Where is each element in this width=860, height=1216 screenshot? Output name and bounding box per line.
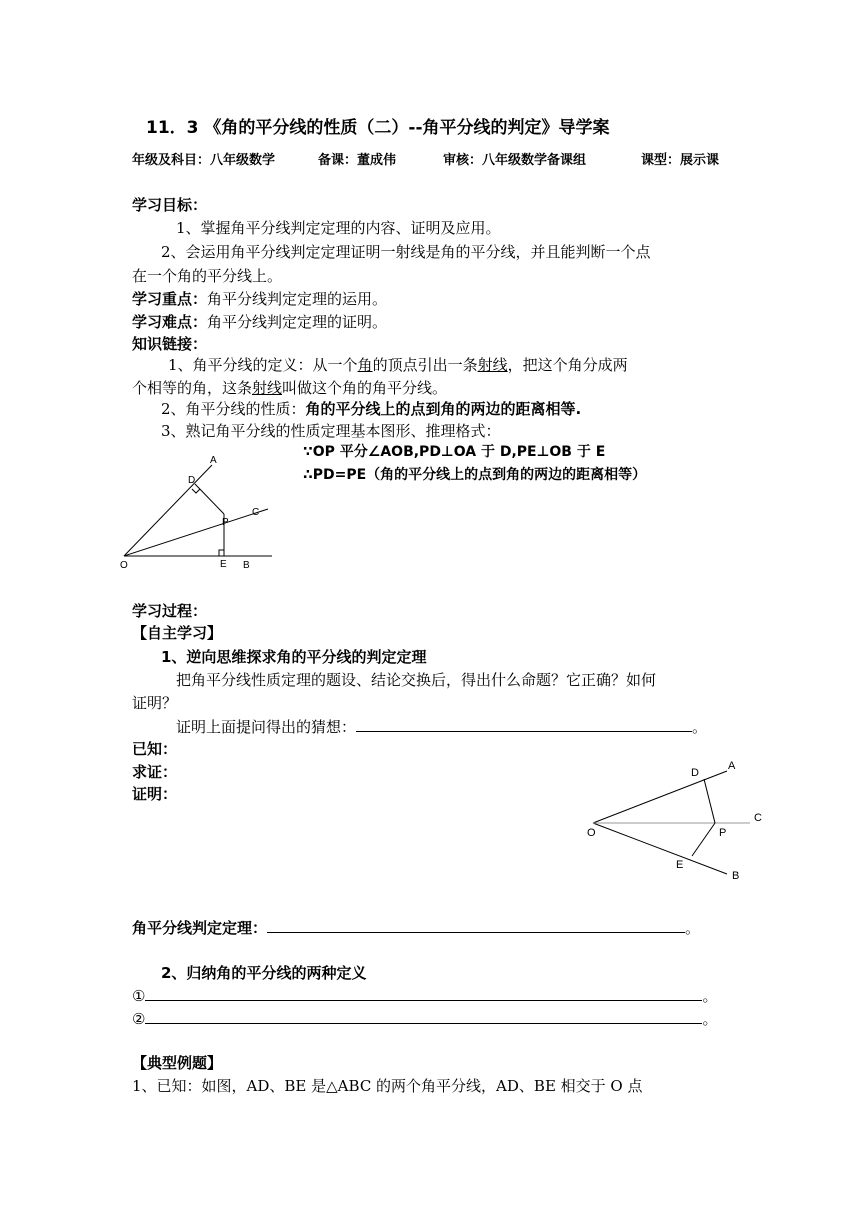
- fig2-label-D: D: [691, 767, 699, 779]
- fig2-label-O: O: [587, 827, 596, 839]
- goal-item-2-line1: 2、会运用角平分线判定定理证明一射线是角的平分线，并且能判断一个点: [161, 243, 651, 261]
- section-2-title: 2、归纳角的平分线的两种定义: [161, 964, 367, 982]
- definition-line-1: 1、角平分线的定义：从一个角的顶点引出一条射线，把这个角分成两: [168, 356, 628, 374]
- section-1-question-line2: 证明？: [132, 694, 178, 712]
- fig2-label-E: E: [676, 859, 684, 871]
- fig1-label-P: P: [222, 517, 229, 528]
- because-statement: ∵OP 平分∠AOB,PD⊥OA 于 D,PE⊥OB 于 E: [303, 444, 606, 460]
- goal-item-2-line2: 在一个角的平分线上。: [132, 267, 283, 285]
- key-point-text: 角平分线判定定理的运用。: [207, 290, 388, 308]
- known-label: 已知：: [132, 740, 178, 758]
- self-study-heading: 【自主学习】: [132, 624, 223, 642]
- knowledge-heading: 知识链接：: [132, 335, 208, 353]
- key-point: [132, 289, 387, 309]
- definition-blank-2[interactable]: [145, 1009, 702, 1024]
- section-1-title: 1、逆向思维探求角的平分线的判定定理: [161, 648, 427, 666]
- fig1-label-A: A: [210, 455, 217, 466]
- definition-blank-1-line: ① 。: [132, 987, 718, 1005]
- example-1: 1、已知：如图，AD、BE 是△ABC 的两个角平分线，AD、BE 相交于 O 点: [132, 1077, 643, 1095]
- examples-heading: 【典型例题】: [132, 1054, 223, 1072]
- process-heading: 学习过程：: [132, 602, 208, 620]
- angle-bisector-figure-2: [570, 755, 770, 885]
- theorem-line: 角平分线判定定理： 。: [132, 919, 701, 937]
- fig1-label-D: D: [188, 475, 196, 486]
- difficulty-label: 学习难点：: [132, 313, 208, 331]
- prove-label: 求证：: [132, 763, 178, 781]
- goal-item-1: 1、掌握角平分线判定定理的内容、证明及应用。: [176, 219, 501, 237]
- property-line: 2、角平分线的性质：角的平分线上的点到角的两边的距离相等.: [161, 400, 582, 418]
- definition-blank-2-line: ② 。: [132, 1010, 718, 1028]
- fig2-label-A: A: [728, 760, 736, 772]
- goals-heading: 学习目标：: [132, 196, 208, 214]
- key-point-label: 学习重点：: [132, 290, 208, 308]
- reviewed-by: 审核：八年级数学备课组: [443, 153, 587, 168]
- basic-figure-line: 3、熟记角平分线的性质定理基本图形、推理格式：: [161, 422, 501, 440]
- lesson-type: 课型：展示课: [641, 153, 720, 168]
- fig2-label-P: P: [719, 827, 727, 839]
- proof-label: 证明：: [132, 785, 178, 803]
- conjecture-line: 证明上面提问得出的猜想： 。: [176, 718, 708, 736]
- difficulty: [132, 312, 387, 332]
- angle-bisector-figure-1: [110, 448, 290, 573]
- difficulty-text: 角平分线判定定理的证明。: [207, 313, 388, 331]
- fig1-label-C: C: [252, 507, 260, 518]
- definition-blank-1[interactable]: [145, 986, 702, 1001]
- definition-line-2: 个相等的角，这条射线叫做这个角的角平分线。: [132, 379, 448, 397]
- prepared-by: 备课：董成伟: [318, 153, 397, 168]
- therefore-statement: ∴PD=PE（角的平分线上的点到角的两边的距离相等）: [303, 467, 647, 483]
- conjecture-blank[interactable]: [356, 717, 692, 732]
- fig1-label-B: B: [243, 560, 250, 571]
- section-1-question-line1: 把角平分线性质定理的题设、结论交换后，得出什么命题？它正确？如何: [176, 671, 657, 689]
- page-title: 11．3 《角的平分线的性质（二）--角平分线的判定》导学案: [146, 118, 610, 138]
- fig1-label-O: O: [120, 560, 128, 571]
- fig2-label-C: C: [754, 812, 762, 824]
- grade-subject: 年级及科目：八年级数学: [132, 153, 276, 168]
- theorem-blank[interactable]: [267, 918, 685, 933]
- fig1-label-E: E: [220, 559, 227, 570]
- fig2-label-B: B: [732, 870, 740, 882]
